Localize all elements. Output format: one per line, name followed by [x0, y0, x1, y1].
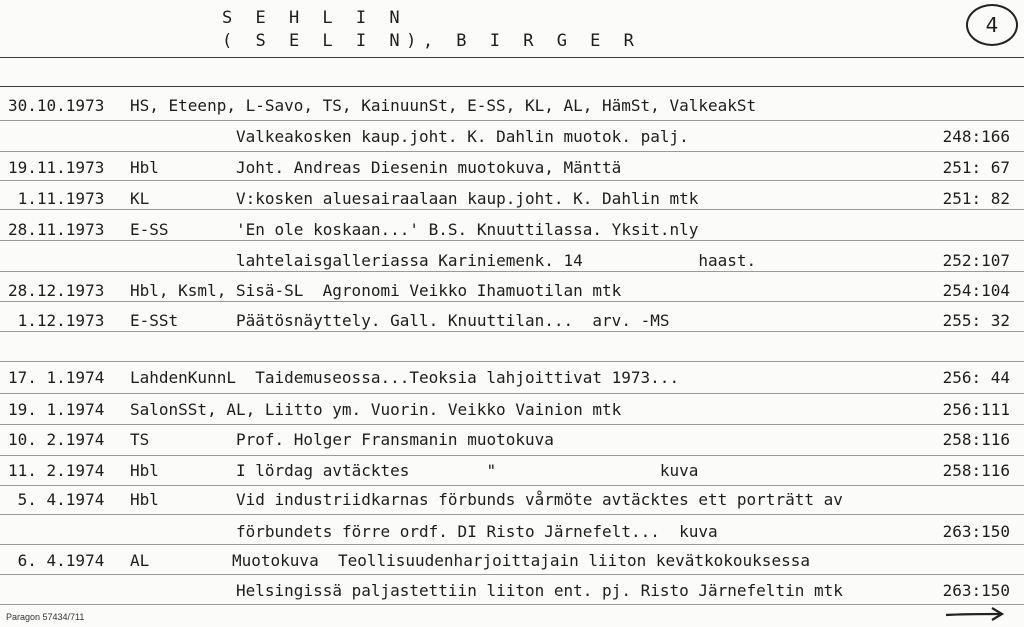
right-arrow-icon	[944, 606, 1006, 622]
ruled-line	[0, 271, 1024, 272]
entry-page: 256: 44	[942, 368, 1010, 387]
entry-page: 251: 82	[942, 189, 1010, 208]
card-alt-name: ( S E L I N), B I R G E R	[222, 31, 641, 51]
ruled-line	[0, 424, 1024, 425]
ruled-line	[0, 514, 1024, 515]
entry-sources: Hbl	[130, 490, 159, 509]
entry-text: Muotokuva Teollisuudenharjoittajain liiton kevätkokouksessa	[232, 551, 810, 570]
entry-sources: AL	[130, 551, 150, 570]
entry-page: 256:111	[942, 400, 1010, 419]
entry-sources: Hbl	[130, 461, 159, 480]
ruled-line	[0, 331, 1024, 332]
entry-sources: E-SS	[130, 220, 169, 239]
ruled-line	[0, 574, 1024, 575]
entry-page: 248:166	[942, 127, 1010, 146]
entry-date: 19. 1.1974	[8, 400, 105, 419]
entry-text: förbundets förre ordf. DI Risto Järnefelt... kuva	[236, 522, 718, 541]
entry-text: Valkeakosken kaup.joht. K. Dahlin muotok. palj.	[236, 127, 689, 146]
entry-date: 6. 4.1974	[8, 551, 105, 570]
ruled-line	[0, 393, 1024, 394]
entry-text: Helsingissä paljastettiin liiton ent. pj. Risto Järnefeltin mtk	[236, 581, 843, 600]
entry-page: 263:150	[942, 522, 1010, 541]
entry-text: lahtelaisgalleriassa Kariniemenk. 14 haast.	[236, 251, 757, 270]
entry-date: 28.11.1973	[8, 220, 105, 239]
entry-date: 1.11.1973	[8, 189, 105, 208]
entry-page: 258:116	[942, 461, 1010, 480]
card-number-circle: 4	[966, 4, 1018, 46]
header-divider	[0, 57, 1024, 58]
entry-text: Joht. Andreas Diesenin muotokuva, Mänttä	[236, 158, 622, 177]
entry-page: 254:104	[942, 281, 1010, 300]
ruled-line	[0, 361, 1024, 362]
entry-date: 28.12.1973	[8, 281, 105, 300]
entry-sources: HS, Eteenp, L-Savo, TS, KainuunSt, E-SS, KL, AL, HämSt, ValkeakSt	[130, 96, 757, 115]
entry-page: 263:150	[942, 581, 1010, 600]
entry-date: 17. 1.1974	[8, 368, 105, 387]
entry-page: 258:116	[942, 430, 1010, 449]
entry-text: V:kosken aluesairaalaan kaup.joht. K. Dahlin mtk	[236, 189, 699, 208]
entry-page: 252:107	[942, 251, 1010, 270]
entry-date: 11. 2.1974	[8, 461, 105, 480]
entry-text: 'En ole koskaan...' B.S. Knuuttilassa. Yksit.nly	[236, 220, 699, 239]
ruled-line	[0, 544, 1024, 545]
entry-text: Päätösnäyttely. Gall. Knuuttilan... arv. -MS	[236, 311, 670, 330]
entry-page: 251: 67	[942, 158, 1010, 177]
entry-sources: E-SSt	[130, 311, 179, 330]
entry-text: I lördag avtäcktes " kuva	[236, 461, 699, 480]
ruled-line	[0, 209, 1024, 210]
entry-page: 255: 32	[942, 311, 1010, 330]
ruled-line	[0, 180, 1024, 181]
entry-sources: Hbl	[130, 158, 159, 177]
entry-date: 10. 2.1974	[8, 430, 105, 449]
entry-sources: Hbl, Ksml, Sisä-SL Agronomi Veikko Ihamuotilan mtk	[130, 281, 622, 300]
ruled-line	[0, 604, 1024, 605]
card-name: S E H L I N	[222, 8, 407, 28]
ruled-line	[0, 301, 1024, 302]
entry-text: Prof. Holger Fransmanin muotokuva	[236, 430, 554, 449]
entry-sources: KL	[130, 189, 150, 208]
entry-sources: LahdenKunnL Taidemuseossa...Teoksia lahjoittivat 1973...	[130, 368, 680, 387]
entry-sources: SalonSSt, AL, Liitto ym. Vuorin. Veikko Vainion mtk	[130, 400, 622, 419]
ruled-line	[0, 455, 1024, 456]
entry-date: 1.12.1973	[8, 311, 105, 330]
ruled-line	[0, 485, 1024, 486]
header-divider-2	[0, 86, 1024, 87]
entry-date: 30.10.1973	[8, 96, 105, 115]
ruled-line	[0, 151, 1024, 152]
ruled-line	[0, 240, 1024, 241]
entry-date: 5. 4.1974	[8, 490, 105, 509]
entry-sources: TS	[130, 430, 150, 449]
entry-text: Vid industriidkarnas förbunds vårmöte avtäcktes ett porträtt av	[236, 490, 843, 509]
printer-imprint: Paragon 57434/711	[6, 612, 85, 622]
ruled-line	[0, 120, 1024, 121]
entry-date: 19.11.1973	[8, 158, 105, 177]
